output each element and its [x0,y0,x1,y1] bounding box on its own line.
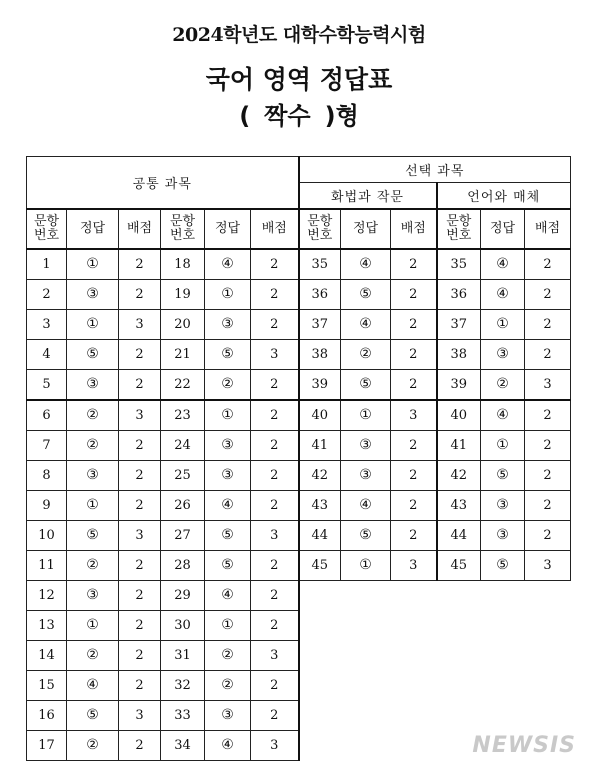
common-1-number: 2 [27,279,67,309]
table-row [27,670,571,700]
elective-b-number: 43 [437,490,481,520]
elective-a-points: 2 [391,249,437,280]
elective-b-points: 2 [525,430,571,460]
empty-cell [299,670,341,700]
common-2-answer: ② [205,670,251,700]
common-2-points: 2 [251,700,299,730]
common-1-answer: ② [67,640,119,670]
common-2-answer: ④ [205,490,251,520]
elective-b-answer-header: 정답 [481,209,525,249]
table-row [27,369,571,400]
empty-cell [299,610,341,640]
common-2-answer: ② [205,640,251,670]
elective-b-points: 2 [525,339,571,369]
empty-cell [341,610,391,640]
elective-a-points: 2 [391,460,437,490]
common-2-points: 2 [251,580,299,610]
common-1-answer: ③ [67,369,119,400]
common-1-answer: ③ [67,279,119,309]
elective-b-points: 2 [525,490,571,520]
common-2-answer: ③ [205,309,251,339]
common-2-number: 34 [161,730,205,760]
common-1-points: 3 [119,400,161,431]
empty-cell [391,670,437,700]
type-open-paren: ( [239,102,251,130]
empty-cell [481,580,525,610]
subject-title: 국어 영역 정답표 [205,65,393,94]
table-row [27,610,571,640]
common-2-answer: ④ [205,580,251,610]
elective-a-answer: ④ [341,490,391,520]
elective-b-answer: ③ [481,339,525,369]
elective-b-points: 2 [525,400,571,431]
elective-b-answer: ④ [481,400,525,431]
elective-a-points: 2 [391,369,437,400]
elective-a-answer: ④ [341,249,391,280]
common-2-points: 2 [251,249,299,280]
elective-a-points: 2 [391,520,437,550]
answer-table [26,156,571,761]
common-2-points: 2 [251,550,299,580]
common-1-number-header [27,209,67,249]
exam-title: 2024학년도 대학수학능력시험 [172,24,426,46]
common-2-points: 2 [251,369,299,400]
common-1-answer: ⑤ [67,520,119,550]
empty-cell [341,670,391,700]
empty-cell [437,640,481,670]
elective-b-number: 38 [437,339,481,369]
elective-a-answer: ⑤ [341,520,391,550]
common-2-answer: ① [205,610,251,640]
elective-b-answer: ② [481,369,525,400]
elective-b-answer: ① [481,309,525,339]
table-row [27,279,571,309]
empty-cell [525,640,571,670]
common-1-number: 16 [27,700,67,730]
elective-b-number: 35 [437,249,481,280]
elective-a-number: 35 [299,249,341,280]
common-1-answer: ① [67,610,119,640]
common-2-points: 2 [251,670,299,700]
common-2-number: 22 [161,369,205,400]
empty-cell [341,700,391,730]
table-row [27,460,571,490]
elective-b-answer: ④ [481,279,525,309]
empty-cell [299,580,341,610]
common-1-points: 3 [119,700,161,730]
common-2-number: 31 [161,640,205,670]
common-1-number: 8 [27,460,67,490]
elective-a-number: 42 [299,460,341,490]
common-1-points: 2 [119,580,161,610]
empty-cell [481,670,525,700]
common-1-number: 13 [27,610,67,640]
empty-cell [481,640,525,670]
elective-a-header: 화법과 작문 [299,183,437,209]
elective-a-answer: ③ [341,460,391,490]
table-row [27,520,571,550]
common-1-answer: ③ [67,580,119,610]
common-2-number: 27 [161,520,205,550]
empty-cell [299,640,341,670]
common-1-points: 3 [119,520,161,550]
empty-cell [525,700,571,730]
common-1-answer: ① [67,309,119,339]
common-1-answer: ① [67,249,119,280]
elective-a-number: 39 [299,369,341,400]
empty-cell [391,700,437,730]
common-2-answer: ⑤ [205,550,251,580]
common-1-number: 10 [27,520,67,550]
elective-b-points: 2 [525,249,571,280]
empty-cell [391,730,437,760]
common-1-number: 1 [27,249,67,280]
elective-a-points: 2 [391,279,437,309]
elective-a-number: 36 [299,279,341,309]
empty-cell [341,640,391,670]
common-1-answer: ② [67,400,119,431]
elective-b-number: 44 [437,520,481,550]
common-2-answer: ⑤ [205,520,251,550]
common-1-number: 11 [27,550,67,580]
common-2-answer: ④ [205,730,251,760]
common-2-points: 2 [251,490,299,520]
empty-cell [525,610,571,640]
common-2-answer: ③ [205,460,251,490]
elective-b-number: 40 [437,400,481,431]
table-row [27,640,571,670]
table-row [27,550,571,580]
common-1-number: 12 [27,580,67,610]
common-2-number: 28 [161,550,205,580]
elective-b-number: 36 [437,279,481,309]
elective-b-answer: ③ [481,490,525,520]
common-2-points: 2 [251,400,299,431]
common-2-number: 18 [161,249,205,280]
elective-a-points: 2 [391,430,437,460]
common-1-answer: ⑤ [67,700,119,730]
common-1-number: 3 [27,309,67,339]
common-1-number: 6 [27,400,67,431]
elective-a-points: 2 [391,339,437,369]
number-header-line2: 번호 [33,227,60,243]
common-1-number: 14 [27,640,67,670]
common-2-points: 2 [251,430,299,460]
common-2-number: 32 [161,670,205,700]
elective-a-number-header [299,209,341,249]
empty-cell [299,730,341,760]
elective-b-number: 42 [437,460,481,490]
common-1-number: 4 [27,339,67,369]
common-1-points: 3 [119,309,161,339]
common-2-answer: ③ [205,430,251,460]
common-2-number: 29 [161,580,205,610]
elective-a-number: 44 [299,520,341,550]
table-row [27,490,571,520]
common-1-number: 15 [27,670,67,700]
elective-a-number: 37 [299,309,341,339]
common-1-points: 2 [119,640,161,670]
elective-b-answer: ① [481,430,525,460]
table-row [27,400,571,431]
number-header-line2: 번호 [446,227,472,243]
common-2-answer: ④ [205,249,251,280]
common-2-number: 23 [161,400,205,431]
common-1-points: 2 [119,550,161,580]
common-1-number: 5 [27,369,67,400]
common-1-answer: ② [67,730,119,760]
common-2-number: 24 [161,430,205,460]
common-2-points: 2 [251,309,299,339]
elective-a-points-header: 배점 [391,209,437,249]
elective-a-points: 2 [391,490,437,520]
common-2-number: 20 [161,309,205,339]
empty-cell [437,580,481,610]
type-close-paren: )형 [324,102,359,130]
common-2-points: 3 [251,520,299,550]
empty-cell [391,610,437,640]
common-2-answer-header: 정답 [205,209,251,249]
elective-b-number: 45 [437,550,481,580]
number-header-line2: 번호 [169,227,196,243]
common-1-points: 2 [119,430,161,460]
elective-a-answer: ④ [341,309,391,339]
empty-cell [481,700,525,730]
common-1-points: 2 [119,279,161,309]
table-row [27,430,571,460]
common-1-answer: ④ [67,670,119,700]
common-subject-header: 공통 과목 [27,157,299,209]
common-2-points: 3 [251,640,299,670]
common-2-number: 26 [161,490,205,520]
table-row [27,309,571,339]
elective-subject-header: 선택 과목 [299,157,571,183]
common-1-number: 9 [27,490,67,520]
empty-cell [341,580,391,610]
elective-b-answer: ⑤ [481,460,525,490]
common-1-answer-header: 정답 [67,209,119,249]
elective-a-answer-header: 정답 [341,209,391,249]
elective-a-answer: ① [341,550,391,580]
common-2-points: 2 [251,460,299,490]
common-1-points: 2 [119,249,161,280]
common-1-points: 2 [119,610,161,640]
elective-b-points-header: 배점 [525,209,571,249]
common-1-number: 7 [27,430,67,460]
empty-cell [299,700,341,730]
elective-a-answer: ⑤ [341,369,391,400]
elective-b-points: 3 [525,550,571,580]
table-row [27,580,571,610]
common-2-points: 3 [251,730,299,760]
common-1-points-header: 배점 [119,209,161,249]
empty-cell [525,670,571,700]
common-1-points: 2 [119,460,161,490]
common-1-points: 2 [119,369,161,400]
common-1-answer: ⑤ [67,339,119,369]
common-1-points: 2 [119,670,161,700]
common-2-number: 21 [161,339,205,369]
elective-a-answer: ⑤ [341,279,391,309]
elective-a-number: 41 [299,430,341,460]
elective-a-answer: ① [341,400,391,431]
common-2-points: 3 [251,339,299,369]
elective-a-number: 40 [299,400,341,431]
number-header-line1: 문항 [169,213,196,229]
common-2-points: 2 [251,610,299,640]
elective-b-answer: ⑤ [481,550,525,580]
empty-cell [391,580,437,610]
elective-a-number: 45 [299,550,341,580]
number-header-line1: 문항 [307,213,333,229]
elective-b-number-header [437,209,481,249]
common-2-answer: ② [205,369,251,400]
table-row [27,249,571,280]
elective-a-points: 3 [391,550,437,580]
empty-cell [437,670,481,700]
common-1-number: 17 [27,730,67,760]
empty-cell [391,640,437,670]
common-2-number: 25 [161,460,205,490]
common-2-number-header [161,209,205,249]
elective-b-points: 2 [525,309,571,339]
empty-cell [525,580,571,610]
empty-cell [437,610,481,640]
empty-cell [341,730,391,760]
common-2-answer: ③ [205,700,251,730]
type-name: 짝수 [264,102,311,130]
common-2-answer: ① [205,279,251,309]
elective-b-number: 41 [437,430,481,460]
elective-a-answer: ③ [341,430,391,460]
elective-b-points: 2 [525,279,571,309]
common-1-answer: ① [67,490,119,520]
common-2-number: 33 [161,700,205,730]
empty-cell [437,700,481,730]
common-2-number: 19 [161,279,205,309]
common-1-answer: ③ [67,460,119,490]
table-row [27,700,571,730]
elective-b-number: 39 [437,369,481,400]
common-2-answer: ⑤ [205,339,251,369]
newsis-watermark: NEWSIS [472,733,576,758]
exam-type [0,96,598,131]
common-2-points-header: 배점 [251,209,299,249]
common-1-points: 2 [119,730,161,760]
table-row [27,339,571,369]
common-2-points: 2 [251,279,299,309]
elective-b-answer: ③ [481,520,525,550]
empty-cell [481,610,525,640]
number-header-line1: 문항 [33,213,60,229]
elective-a-points: 2 [391,309,437,339]
common-2-answer: ① [205,400,251,431]
number-header-line2: 번호 [307,227,333,243]
elective-b-answer: ④ [481,249,525,280]
common-1-points: 2 [119,490,161,520]
elective-b-header: 언어와 매체 [437,183,571,209]
elective-a-number: 43 [299,490,341,520]
number-header-line1: 문항 [446,213,472,229]
common-2-number: 30 [161,610,205,640]
elective-b-points: 2 [525,460,571,490]
elective-a-number: 38 [299,339,341,369]
elective-b-points: 2 [525,520,571,550]
elective-a-answer: ② [341,339,391,369]
elective-b-points: 3 [525,369,571,400]
elective-a-points: 3 [391,400,437,431]
common-1-points: 2 [119,339,161,369]
common-1-answer: ② [67,550,119,580]
elective-b-number: 37 [437,309,481,339]
common-1-answer: ② [67,430,119,460]
